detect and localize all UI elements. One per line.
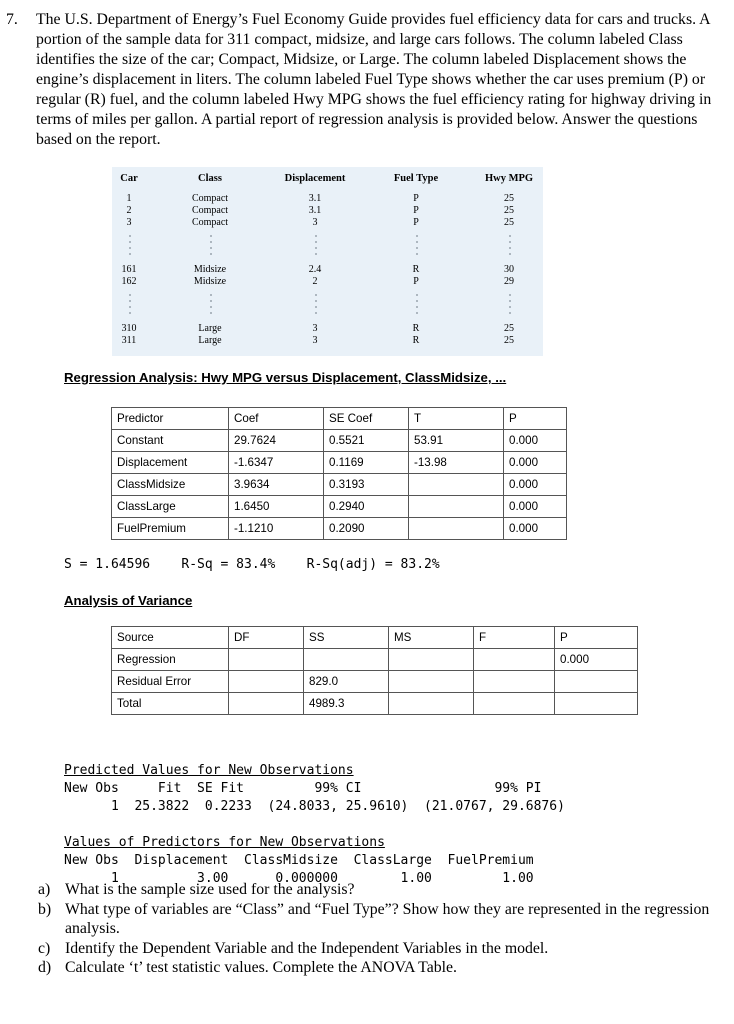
question-text: The U.S. Department of Energy’s Fuel Economy Guide provides fuel efficiency data for cars and trucks. A portion of the sample data for 311 compact, midsize, and large cars follows. The column labeled Class identifies the size of the car; Compact, Midsize, or Large. The column labeled Displacement shows the engine’s displacement in liters. The column labeled Fuel Type shows whether the car uses premium (P) or regular (R) fuel, and the column labeled Hwy MPG shows the fuel efficiency rating for highway driving in terms of miles per gallon. A partial report of regression analysis is provided below. Answer the questions based on the report. bbox=[36, 11, 712, 148]
sub-question-c bbox=[38, 939, 728, 959]
table-row bbox=[112, 452, 567, 474]
table-cell: 1.6450 bbox=[229, 496, 324, 518]
cell-displacement: 3 bbox=[312, 217, 318, 228]
sub-question-label: a) bbox=[38, 881, 51, 898]
sub-questions bbox=[38, 880, 728, 978]
col-header-car: Car bbox=[120, 173, 138, 184]
table-cell bbox=[409, 474, 504, 496]
cell-car: 162 bbox=[121, 276, 137, 287]
col-header-class: Class bbox=[198, 173, 222, 184]
sample-data-table bbox=[112, 167, 543, 356]
table-cell: ClassLarge bbox=[112, 496, 229, 518]
table-cell: 0.000 bbox=[504, 496, 567, 518]
table-cell bbox=[409, 496, 504, 518]
header-cell: F bbox=[474, 627, 555, 649]
table-header-row bbox=[112, 627, 638, 649]
table-cell: 3.9634 bbox=[229, 474, 324, 496]
table-cell: Residual Error bbox=[112, 671, 229, 693]
header-cell: Coef bbox=[229, 408, 324, 430]
cell-hwy-mpg: 29 bbox=[504, 276, 514, 287]
cell-displacement: 2 bbox=[312, 276, 318, 287]
sub-question-label: b) bbox=[38, 900, 52, 918]
table-cell bbox=[474, 693, 555, 715]
cell-hwy-mpg: 30 bbox=[504, 264, 514, 275]
cell-car: 1 bbox=[126, 193, 132, 204]
table-cell: 0.2090 bbox=[324, 518, 409, 540]
sub-question-label: d) bbox=[38, 959, 52, 976]
table-row bbox=[112, 518, 567, 540]
cell-class: Compact bbox=[191, 217, 229, 228]
table-cell bbox=[229, 649, 304, 671]
table-row bbox=[112, 693, 638, 715]
header-cell: Predictor bbox=[112, 408, 229, 430]
cell-class: Large bbox=[198, 335, 222, 346]
table-cell bbox=[389, 671, 474, 693]
cell-fuel-type: P bbox=[413, 276, 419, 287]
table-cell: Regression bbox=[112, 649, 229, 671]
cell-car: 161 bbox=[121, 264, 137, 275]
table-row bbox=[112, 430, 567, 452]
coefficient-table bbox=[111, 407, 567, 540]
predictions-title: Predicted Values for New Observations bbox=[64, 763, 354, 778]
cell-class: Large bbox=[198, 323, 222, 334]
table-cell: 0.000 bbox=[504, 474, 567, 496]
ellipsis-dots bbox=[509, 294, 511, 318]
cell-car: 311 bbox=[121, 335, 137, 346]
table-cell: -13.98 bbox=[409, 452, 504, 474]
table-cell bbox=[555, 671, 638, 693]
table-cell: 0.000 bbox=[555, 649, 638, 671]
question-number: 7. bbox=[6, 11, 18, 28]
table-cell: FuelPremium bbox=[112, 518, 229, 540]
ellipsis-dots bbox=[315, 235, 317, 259]
predictions-row: 1 25.3822 0.2233 (24.8033, 25.9610) (21.0767, 29.6876) bbox=[64, 799, 565, 814]
cell-fuel-type: R bbox=[412, 323, 420, 334]
ellipsis-dots bbox=[315, 294, 317, 318]
sub-question-text: What type of variables are “Class” and “Fuel Type”? Show how they are represented in the regression analysis. bbox=[65, 900, 710, 937]
table-cell: 0.5521 bbox=[324, 430, 409, 452]
table-cell: Constant bbox=[112, 430, 229, 452]
cell-hwy-mpg: 25 bbox=[504, 205, 514, 216]
cell-fuel-type: R bbox=[412, 264, 420, 275]
ellipsis-dots bbox=[129, 235, 131, 259]
ellipsis-dots bbox=[210, 235, 212, 259]
header-cell: P bbox=[555, 627, 638, 649]
predictor-values-header: New Obs Displacement ClassMidsize ClassLarge FuelPremium bbox=[64, 853, 534, 868]
cell-fuel-type: P bbox=[413, 217, 419, 228]
cell-car: 310 bbox=[121, 323, 137, 334]
cell-fuel-type: R bbox=[412, 335, 420, 346]
table-cell: 0.2940 bbox=[324, 496, 409, 518]
cell-fuel-type: P bbox=[413, 193, 419, 204]
cell-hwy-mpg: 25 bbox=[504, 193, 514, 204]
header-cell: Source bbox=[112, 627, 229, 649]
predictions-header: New Obs Fit SE Fit 99% CI 99% PI bbox=[64, 781, 542, 796]
ellipsis-dots bbox=[416, 294, 418, 318]
table-row bbox=[112, 671, 638, 693]
col-header-displacement: Displacement bbox=[284, 173, 346, 184]
cell-displacement: 3 bbox=[312, 323, 318, 334]
table-row bbox=[112, 649, 638, 671]
sub-question-a bbox=[38, 880, 728, 900]
table-cell bbox=[389, 693, 474, 715]
cell-displacement: 3.1 bbox=[308, 193, 322, 204]
cell-car: 3 bbox=[126, 217, 132, 228]
header-cell: SE Coef bbox=[324, 408, 409, 430]
predictor-values-row: 1 3.00 0.000000 1.00 1.00 bbox=[64, 871, 534, 886]
sub-question-label: c) bbox=[38, 939, 51, 957]
model-fit-stats: S = 1.64596 R-Sq = 83.4% R-Sq(adj) = 83.2% bbox=[64, 557, 440, 572]
ellipsis-dots bbox=[416, 235, 418, 259]
table-cell: ClassMidsize bbox=[112, 474, 229, 496]
table-cell bbox=[409, 518, 504, 540]
predictor-values-title: Values of Predictors for New Observations bbox=[64, 835, 385, 850]
cell-fuel-type: P bbox=[413, 205, 419, 216]
regression-title: Regression Analysis: Hwy MPG versus Displacement, ClassMidsize, ... bbox=[64, 370, 507, 385]
table-row bbox=[112, 474, 567, 496]
table-row bbox=[112, 496, 567, 518]
cell-displacement: 3.1 bbox=[308, 205, 322, 216]
table-cell: 53.91 bbox=[409, 430, 504, 452]
table-cell: 29.7624 bbox=[229, 430, 324, 452]
table-cell: 4989.3 bbox=[304, 693, 389, 715]
col-header-fuel-type: Fuel Type bbox=[393, 173, 439, 184]
table-cell: 829.0 bbox=[304, 671, 389, 693]
cell-class: Midsize bbox=[193, 276, 227, 287]
table-cell: 0.3193 bbox=[324, 474, 409, 496]
header-cell: P bbox=[504, 408, 567, 430]
cell-displacement: 2.4 bbox=[308, 264, 322, 275]
header-cell: DF bbox=[229, 627, 304, 649]
table-header-row bbox=[112, 408, 567, 430]
table-cell bbox=[389, 649, 474, 671]
table-cell: 0.000 bbox=[504, 452, 567, 474]
ellipsis-dots bbox=[210, 294, 212, 318]
cell-hwy-mpg: 25 bbox=[504, 335, 514, 346]
header-cell: SS bbox=[304, 627, 389, 649]
cell-car: 2 bbox=[126, 205, 132, 216]
ellipsis-dots bbox=[509, 235, 511, 259]
col-header-hwy-mpg: Hwy MPG bbox=[484, 173, 534, 184]
sub-question-text: What is the sample size used for the analysis? bbox=[65, 881, 355, 898]
table-cell: -1.1210 bbox=[229, 518, 324, 540]
cell-hwy-mpg: 25 bbox=[504, 217, 514, 228]
sub-question-text: Calculate ‘t’ test statistic values. Complete the ANOVA Table. bbox=[65, 959, 457, 976]
ellipsis-dots bbox=[129, 294, 131, 318]
question-statement bbox=[6, 10, 728, 150]
table-cell: -1.6347 bbox=[229, 452, 324, 474]
table-cell bbox=[229, 671, 304, 693]
table-cell: Total bbox=[112, 693, 229, 715]
header-cell: MS bbox=[389, 627, 474, 649]
sub-question-text: Identify the Dependent Variable and the Independent Variables in the model. bbox=[65, 939, 549, 957]
table-cell bbox=[474, 649, 555, 671]
cell-displacement: 3 bbox=[312, 335, 318, 346]
header-cell: T bbox=[409, 408, 504, 430]
cell-class: Midsize bbox=[193, 264, 227, 275]
table-cell: Displacement bbox=[112, 452, 229, 474]
table-cell: 0.000 bbox=[504, 518, 567, 540]
cell-class: Compact bbox=[191, 205, 229, 216]
table-cell: 0.1169 bbox=[324, 452, 409, 474]
anova-table bbox=[111, 626, 638, 715]
cell-hwy-mpg: 25 bbox=[504, 323, 514, 334]
table-cell bbox=[304, 649, 389, 671]
cell-class: Compact bbox=[191, 193, 229, 204]
sub-question-d bbox=[38, 958, 728, 978]
sub-question-b bbox=[38, 900, 728, 939]
anova-title: Analysis of Variance bbox=[64, 593, 193, 608]
table-cell bbox=[229, 693, 304, 715]
table-cell bbox=[555, 693, 638, 715]
table-cell: 0.000 bbox=[504, 430, 567, 452]
table-cell bbox=[474, 671, 555, 693]
